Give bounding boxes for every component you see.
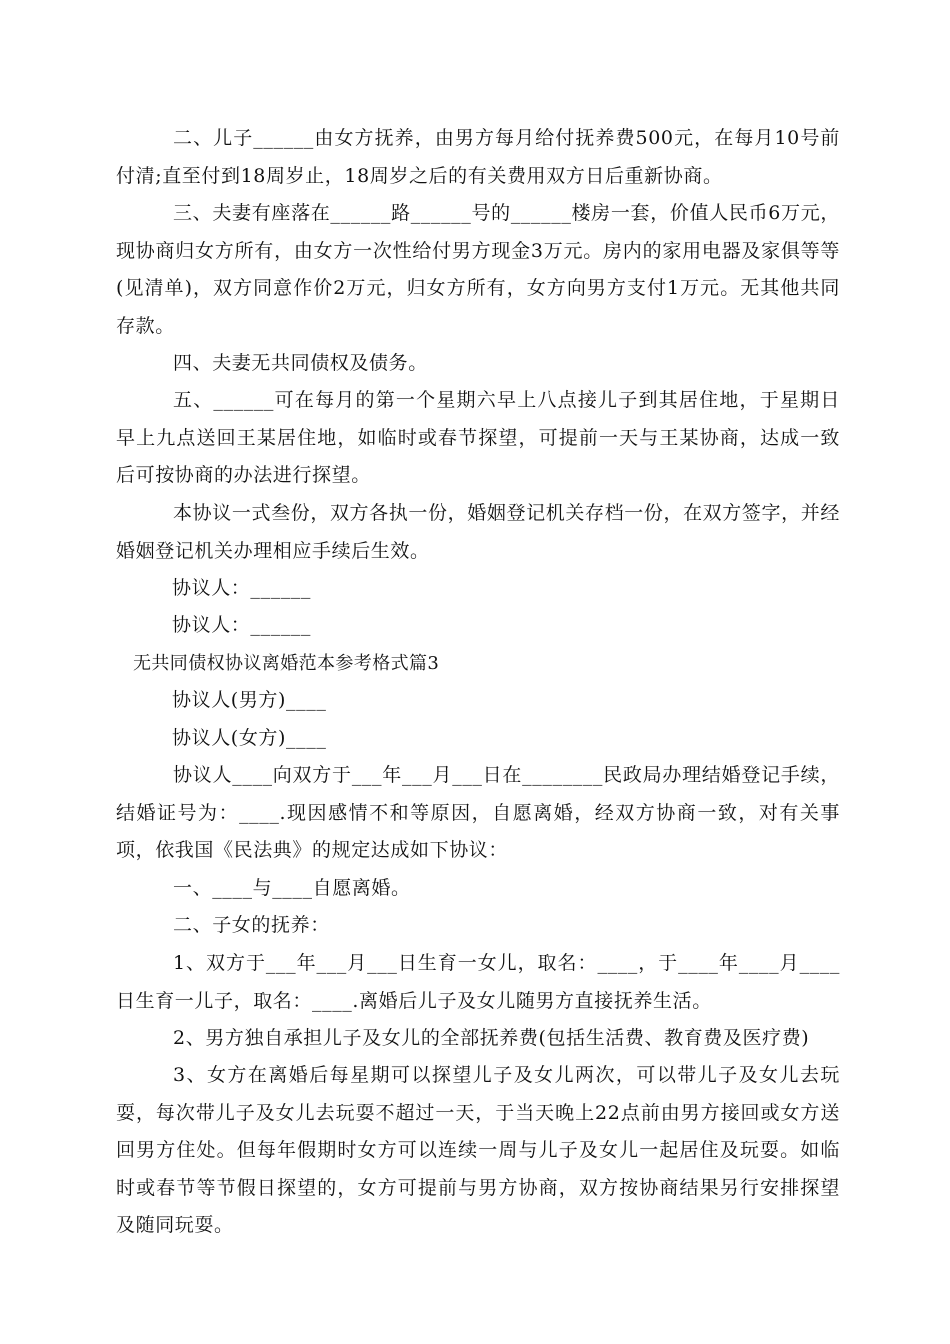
clause-4-debts: 四、夫妻无共同债权及债务。 — [173, 352, 428, 374]
subclause-3-visitation: 3、女方在离婚后每星期可以探望儿子及女儿两次，可以带儿子及女儿去玩耍，每次带儿子及女儿去玩耍不超过一天，于当天晚上22点前由男方接回或女方送回男方住处。但每年假期时女方可以连续一周与儿子及女儿一起居住及玩耍。如临时或春节等节假日探望的，女方可提前与男方协商，双方按协商结果另行安排探望及随同玩耍。 — [116, 1064, 840, 1236]
signer-line-1: 协议人：______ — [172, 577, 312, 599]
clause-2-custody: 二、儿子______由女方抚养，由男方每月给付抚养费500元，在每月10号前付清;直至付到18周岁止，18周岁之后的有关费用双方日后重新协商。 — [116, 127, 840, 187]
section-heading: 无共同债权协议离婚范本参考格式篇3 — [133, 653, 440, 674]
clause-1-divorce: 一、____与____自愿离婚。 — [173, 877, 411, 899]
subclause-1-children-names: 1、双方于___年___月___日生育一女儿，取名：____，于____年____月____日生育一儿子，取名：____.离婚后儿子及女儿随男方直接抚养生活。 — [116, 952, 840, 1012]
party-female-line: 协议人(女方)____ — [172, 727, 327, 749]
party-male-line: 协议人(男方)____ — [172, 689, 327, 711]
clause-5-visitation: 五、______可在每月的第一个星期六早上八点接儿子到其居住地，于星期日早上九点送回王某居住地，如临时或春节探望，可提前一天与王某协商，达成一致后可按协商的办法进行探望。 — [116, 389, 840, 486]
signer-line-2: 协议人：______ — [172, 614, 312, 636]
subclause-2-support-costs: 2、男方独自承担儿子及女儿的全部抚养费(包括生活费、教育费及医疗费) — [173, 1027, 810, 1049]
clause-3-property: 三、夫妻有座落在______路______号的______楼房一套，价值人民币6万元，现协商归女方所有，由女方一次性给付男方现金3万元。房内的家用电器及家俱等等(见清单)，双方同意作价2万元，归女方所有，女方向男方支付1万元。无其他共同存款。 — [116, 202, 840, 337]
agreement-intro: 协议人____向双方于___年___月___日在________民政局办理结婚登记手续，结婚证号为：____.现因感情不和等原因，自愿离婚，经双方协商一致，对有关事项，依我国《民法典》的规定达成如下协议： — [116, 764, 840, 861]
clause-2-children: 二、子女的抚养： — [173, 914, 330, 936]
agreement-closing: 本协议一式叁份，双方各执一份，婚姻登记机关存档一份，在双方签字，并经婚姻登记机关办理相应手续后生效。 — [116, 502, 840, 562]
